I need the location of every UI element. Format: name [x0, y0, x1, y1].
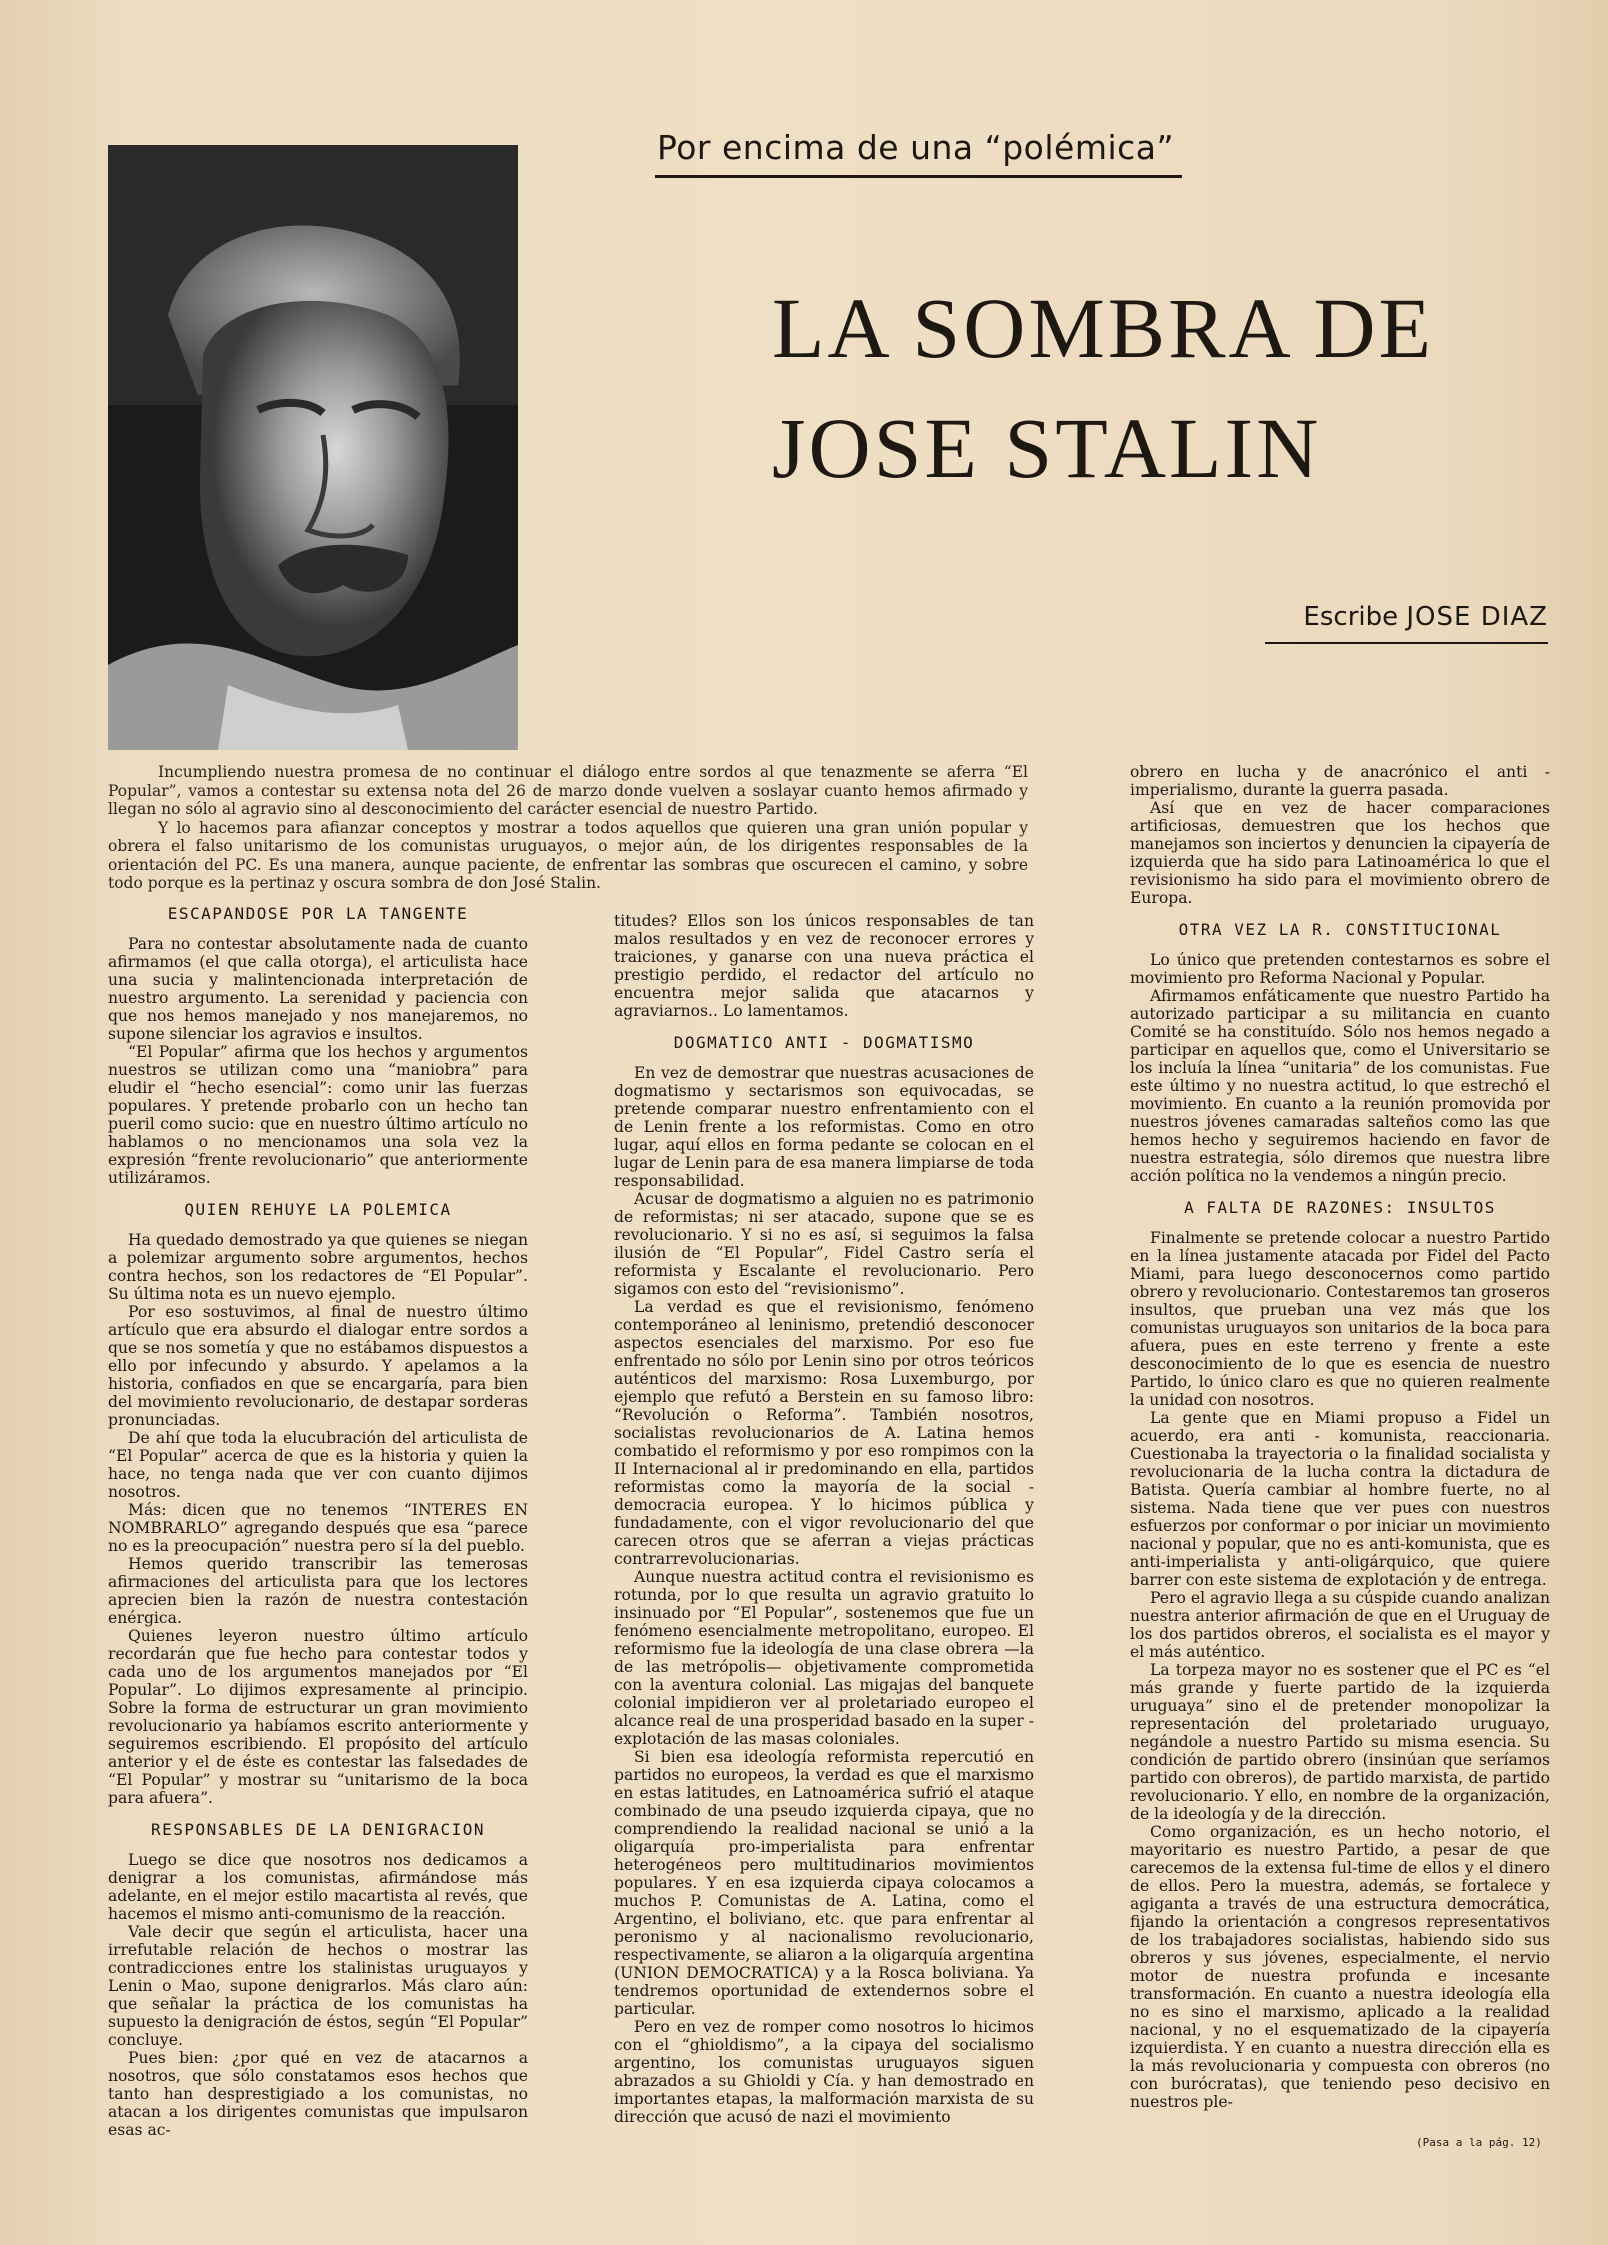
paragraph: La verdad es que el revisionismo, fenómeno contemporáneo al leninismo, pretendió desconocer aspectos esenciales del marxismo. Por eso fue enfrentado no sólo por Lenin sino por otros teóricos auténticos del marxismo: Rosa Luxemburgo, por ejemplo que refutó a Berstein en su famoso libro: “Revolución o Reforma”. También nosotros, socialistas revolucionarios de A. Latina hemos combatido el reformismo y por eso rompimos con la II Internacional al ir predominando en ella, partidos reformistas como la mayoría de la social - democracia europea. Y lo hicimos pública y fundadamente, con el vigor revolucionario del que carecen otros que se aferran a viejas prácticas contrarrevolucionarias.	[614, 1298, 1034, 1568]
column-2	[614, 912, 1034, 2126]
column-1	[108, 905, 528, 2139]
intro-lead	[108, 763, 1028, 893]
paragraph: Hemos querido transcribir las temerosas afirmaciones del articulista para que los lectores aprecien bien la razón de nuestra contestación enérgica.	[108, 1555, 528, 1627]
paragraph: Así que en vez de hacer comparaciones artificiosas, demuestren que los hechos que manejamos son inciertos y denuncien la cipayería de izquierda que ha sido para Latinoamérica lo que el revisionismo ha sido para el movimiento obrero de Europa.	[1130, 799, 1550, 907]
paragraph: Pero el agravio llega a su cúspide cuando analizan nuestra anterior afirmación de que en el Uruguay de los dos partidos obreros, el socialista es el mayor y el más auténtico.	[1130, 1589, 1550, 1661]
paragraph: Quienes leyeron nuestro último artículo recordarán que fue hecho para contestar todos y cada uno de los argumentos manejados por “El Popular”. Lo dijimos expresamente al principio. Sobre la forma de estructurar un gran movimiento revolucionario ya habíamos escrito anteriormente y seguiremos escribiendo. El propósito del artículo anterior y el de éste es contestar las falsedades de “El Popular” y mostrar su “unitarismo de la boca para afuera”.	[108, 1627, 528, 1807]
article-title	[772, 268, 1512, 508]
section-heading: RESPONSABLES DE LA DENIGRACION	[151, 1820, 485, 1839]
paragraph: Si bien esa ideología reformista repercutió en partidos no europeos, la verdad es que el marxismo en estas latitudes, en Latnoamérica sufrió el ataque combinado de una pseudo izquierda cipaya, que no comprendiendo la realidad nacional se unió a la oligarquía pro-imperialista para enfrentar heterogéneos pero multitudinarios movimientos populares. Y en esa izquierda cipaya colocamos a muchos P. Comunistas de A. Latina, como el Argentino, el boliviano, etc. que para enfrentar al peronismo y al nacionalismo revolucionario, respectivamente, se aliaron a la oligarquía argentina (UNION DEMOCRATICA) y a la Rosca boliviana. Ya tendremos oportunidad de extendernos sobre el particular.	[614, 1748, 1034, 2018]
paragraph: titudes? Ellos son los únicos responsables de tan malos resultados y en vez de reconocer errores y traiciones, y ganarse con una nueva práctica el prestigio perdido, el redactor del artículo no encuentra mejor salida que atacarnos y agraviarnos.. Lo lamentamos.	[614, 912, 1034, 1020]
section-heading: A FALTA DE RAZONES: INSULTOS	[1184, 1198, 1496, 1217]
paragraph: En vez de demostrar que nuestras acusaciones de dogmatismo y sectarismos son equivocadas, se pretende comparar nuestro enfrentamiento con el de Lenin frente a los reformistas. Como en otro lugar, aquí ellos en forma pedante se colocan en el lugar de Lenin para de esa manera limpiarse de toda responsabilidad.	[614, 1064, 1034, 1190]
paragraph: Más: dicen que no tenemos “INTERES EN NOMBRARLO” agregando después que esa “parece no es la preocupación” nuestra pero sí la del pueblo.	[108, 1501, 528, 1555]
intro-paragraph: Incumpliendo nuestra promesa de no continuar el diálogo entre sordos al que tenazmente se aferra “El Popular”, vamos a contestar su extensa nota del 26 de marzo donde vuelven a soslayar cuanto hemos afirmado y llegan no sólo al agravio sino al desconocimiento del carácter esencial de nuestro Partido.	[108, 763, 1028, 818]
title-line-2: JOSE STALIN	[772, 400, 1322, 496]
section-heading: ESCAPANDOSE POR LA TANGENTE	[167, 904, 469, 923]
paragraph: Para no contestar absolutamente nada de cuanto afirmamos (el que calla otorga), el articulista hace una sucia y malintencionada interpretación de nuestro argumento. La serenidad y paciencia con que nos hemos manejado y nos manejaremos, no supone silenciar los agravios e insultos.	[108, 935, 528, 1043]
paragraph: Luego se dice que nosotros nos dedicamos a denigrar a los comunistas, afirmándose más adelante, en el mejor estilo macartista al revés, que hacemos el mismo anti-comunismo de la reacción.	[108, 1851, 528, 1923]
paragraph: De ahí que toda la elucubración del articulista de “El Popular” acerca de que es la historia y quien la hace, no tenga nada que ver con cuanto dijimos nosotros.	[108, 1429, 528, 1501]
paragraph: Finalmente se pretende colocar a nuestro Partido en la línea justamente atacada por Fidel del Pacto Miami, para luego desconocernos como partido obrero y revolucionario. Contestaremos tan groseros insultos, que prueban una vez más que los comunistas uruguayos son unitarios de la boca para afuera, pues en este terreno y frente a este desconocimiento de lo que es esencia de nuestro Partido, lo único claro es que no quieren realmente la unidad con nosotros.	[1130, 1229, 1550, 1409]
paragraph: Ha quedado demostrado ya que quienes se niegan a polemizar argumento sobre argumentos, hechos contra hechos, son los redactores de “El Popular”. Su última nota es un nuevo ejemplo.	[108, 1231, 528, 1303]
paragraph: La torpeza mayor no es sostener que el PC es “el más grande y fuerte partido de la izquierda uruguaya” sino el de pretender monopolizar la representación del proletariado uruguayo, negándole a nuestro Partido su misma esencia. Su condición de partido obrero (insinúan que seríamos partido con obreros), de partido marxista, de partido revolucionario. Y ello, en nombre de la organización, de la ideología y de la dirección.	[1130, 1661, 1550, 1823]
byline-author: JOSE DIAZ	[1406, 602, 1548, 632]
title-line-1: LA SOMBRA DE	[772, 280, 1435, 376]
portrait-photo	[108, 145, 518, 750]
paragraph: Pero en vez de romper como nosotros lo hicimos con el “ghioldismo”, a la cipaya del socialismo argentino, los comunistas uruguayos siguen abrazados a su Ghioldi y Cía. y han demostrado en importantes etapas, la malformación marxista de su dirección que acusó de nazi el movimiento	[614, 2018, 1034, 2126]
paragraph: Aunque nuestra actitud contra el revisionismo es rotunda, por lo que resulta un agravio gratuito lo insinuado por “El Popular”, sostenemos que fue un fenómeno esencialmente metropolitano, europeo. El reformismo fue la ideología de una clase obrera —la de las metrópolis— objetivamente comprometida con la aventura colonial. Las migajas del banquete colonial impidieron ver al proletariado europeo el alcance real de una prosperidad basado en la super - explotación de las masas coloniales.	[614, 1568, 1034, 1748]
section-heading: DOGMATICO ANTI - DOGMATISMO	[673, 1033, 975, 1052]
paragraph: Acusar de dogmatismo a alguien no es patrimonio de reformistas; ni ser atacado, supone que se es revolucionario. Y si no es así, si seguimos la falsa ilusión de “El Popular”, Fidel Castro sería el reformista y Escalante el revolucionario. Pero sigamos con esto del “revisionismo”.	[614, 1190, 1034, 1298]
paragraph: Vale decir que según el articulista, hacer una irrefutable relación de hechos o mostrar las contradicciones entre los stalinistas uruguayos y Lenin o Mao, supone denigrarlos. Más claro aún: que señalar la práctica de los comunistas ha supuesto la denigración de éstos, según “El Popular” concluye.	[108, 1923, 528, 2049]
paragraph: La gente que en Miami propuso a Fidel un acuerdo, era anti - komunista, reaccionaria. Cuestionaba la trayectoria o la finalidad socialista y revolucionaria de la lucha contra la dictadura de Batista. Quería cambiar al hombre fuerte, no al sistema. Nada tiene que ver pues con nuestros esfuerzos por conformar o por iniciar un movimiento nacional y popular, que no es anti-komunista, que es anti-imperialista y anti-oligárquico, que quiere barrer con este sistema de explotación y de entrega.	[1130, 1409, 1550, 1589]
byline	[1265, 602, 1548, 644]
paragraph: Como organización, es un hecho notorio, el mayoritario es nuestro Partido, a pesar de que carecemos de la extensa ful-time de ellos y el dinero de ellos. Pero la muestra, además, se fortalece y agiganta a través de una estructura democrática, fijando la orientación a congresos representativos de los trabajadores socialistas, habiendo sido sus obreros y sus jóvenes, especialmente, el nervio motor de nuestra profunda e incesante transformación. En cuanto a nuestra ideología ella no es sino el marxismo, aplicado a la realidad nacional, y no el esquematizado de la cipayería izquierdista. Y en cuanto a nuestra dirección ella es la más revolucionaria y compuesta con obreros (no con burócratas), que teniendo peso decisivo en nuestros ple-	[1130, 1823, 1550, 2111]
byline-prefix: Escribe	[1303, 602, 1399, 632]
paragraph: “El Popular” afirma que los hechos y argumentos nuestros se utilizan como una “maniobra” para eludir el “hecho esencial”: como unir las fuerzas populares. Y pretende probarlo con un hecho tan pueril como sucio: que en nuestro último artículo no hablamos o no mencionamos una sola vez la expresión “frente revolucionario” que anteriormente utilizáramos.	[108, 1043, 528, 1187]
column-3	[1130, 763, 1550, 2111]
portrait-illustration	[108, 145, 518, 750]
continued-note: (Pasa a la pág. 12)	[1416, 2136, 1542, 2149]
intro-paragraph: Y lo hacemos para afianzar conceptos y mostrar a todos aquellos que quieren una gran unión popular y obrera el falso unitarismo de los comunistas uruguayos, o mejor aún, de los dirigentes responsables de la orientación del PC. Es una manera, aunque paciente, de enfrentar las sombras que oscurecen el camino, y sobre todo porque es la pertinaz y oscura sombra de don José Stalin.	[108, 818, 1028, 892]
section-heading: QUIEN REHUYE LA POLEMICA	[184, 1200, 452, 1219]
paragraph: Por eso sostuvimos, al final de nuestro último artículo que era absurdo el dialogar entre sordos a que se nos sometía y que no estábamos dispuestos a ello por infecundo y absurdo. Y apelamos a la historia, confiados en que se encargaría, para bien del movimiento revolucionario, de destapar sorderas pronunciadas.	[108, 1303, 528, 1429]
paragraph: obrero en lucha y de anacrónico el anti - imperialismo, durante la guerra pasada.	[1130, 763, 1550, 799]
paragraph: Afirmamos enfáticamente que nuestro Partido ha autorizado participar a su militancia en cuanto Comité se ha constituído. Sólo nos hemos negado a participar en aquellos que, como el Universitario se los incluía la línea “unitaria” de los comunistas. Fue este último y no nuestra actitud, lo que estrechó el movimiento. En cuanto a la reunión promovida por nuestros jóvenes camaradas salteños como las que hemos hecho y seguiremos haciendo en favor de nuestra estrategia, sólo diremos que nuestra libre acción política no la vendemos a ningún precio.	[1130, 987, 1550, 1185]
paragraph: Lo único que pretenden contestarnos es sobre el movimiento pro Reforma Nacional y Popular.	[1130, 951, 1550, 987]
section-heading: OTRA VEZ LA R. CONSTITUCIONAL	[1178, 920, 1502, 939]
paragraph: Pues bien: ¿por qué en vez de atacarnos a nosotros, que sólo constatamos esos hechos que tanto han desprestigiado a los comunistas, no atacan a los dirigentes comunistas que impulsaron esas ac-	[108, 2049, 528, 2139]
kicker-headline: Por encima de una “polémica”	[655, 128, 1182, 178]
